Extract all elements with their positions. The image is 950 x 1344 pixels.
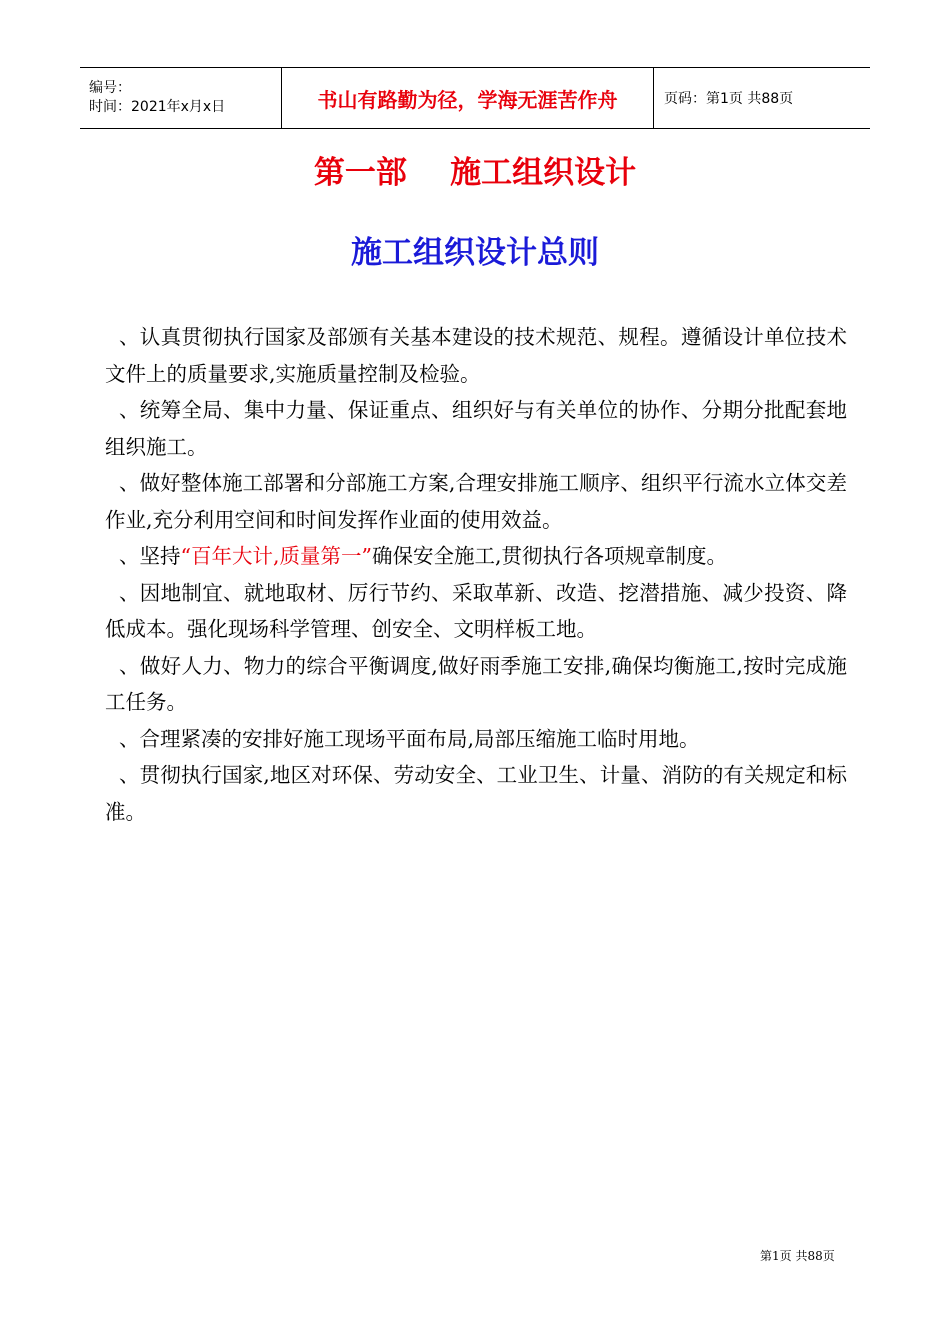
header-motto bbox=[281, 68, 654, 128]
paragraph-suffix: 确保安全施工,贯彻执行各项规章制度。 bbox=[371, 544, 727, 568]
paragraph: 、做好人力、物力的综合平衡调度,做好雨季施工安排,确保均衡施工,按时完成施工任务。 bbox=[105, 653, 847, 714]
paragraph: 、因地制宜、就地取材、厉行节约、采取革新、改造、挖潜措施、减少投资、降低成本。强化现场科学管理、创安全、文明样板工地。 bbox=[105, 580, 847, 641]
page-header bbox=[80, 67, 870, 129]
document-number-label: 编号： bbox=[89, 80, 131, 96]
paragraph bbox=[105, 538, 847, 575]
paragraph: 、认真贯彻执行国家及部颁有关基本建设的技术规范、规程。遵循设计单位技术文件上的质量要求,实施质量控制及检验。 bbox=[105, 325, 847, 386]
quality-slogan: “百年大计,质量第一” bbox=[180, 544, 372, 568]
part-title: 第一部 施工组织设计 bbox=[313, 155, 637, 191]
paragraph: 、做好整体施工部署和分部施工方案,合理安排施工顺序、组织平行流水立体交差作业,充分利用空间和时间发挥作业面的使用效益。 bbox=[105, 471, 847, 532]
paragraph: 、合理紧凑的安排好施工现场平面布局,局部压缩施工临时用地。 bbox=[119, 726, 700, 751]
document-time: 时间：2021年x月x日 bbox=[89, 99, 226, 115]
paragraph: 、贯彻执行国家,地区对环保、劳动安全、工业卫生、计量、消防的有关规定和标准。 bbox=[105, 763, 847, 824]
page-footer: 第1页 共88页 bbox=[760, 1249, 835, 1263]
header-page-info bbox=[654, 68, 870, 128]
section-title: 施工组织设计总则 bbox=[351, 235, 599, 271]
header-page-number: 页码：第1页 共88页 bbox=[664, 91, 794, 107]
motto-text: 书山有路勤为径，学海无涯苦作舟 bbox=[317, 87, 618, 112]
document-body bbox=[105, 319, 847, 830]
paragraph: 、统筹全局、集中力量、保证重点、组织好与有关单位的协作、分期分批配套地组织施工。 bbox=[105, 398, 847, 459]
header-meta bbox=[80, 68, 281, 128]
paragraph-prefix: 、坚持 bbox=[119, 544, 181, 568]
